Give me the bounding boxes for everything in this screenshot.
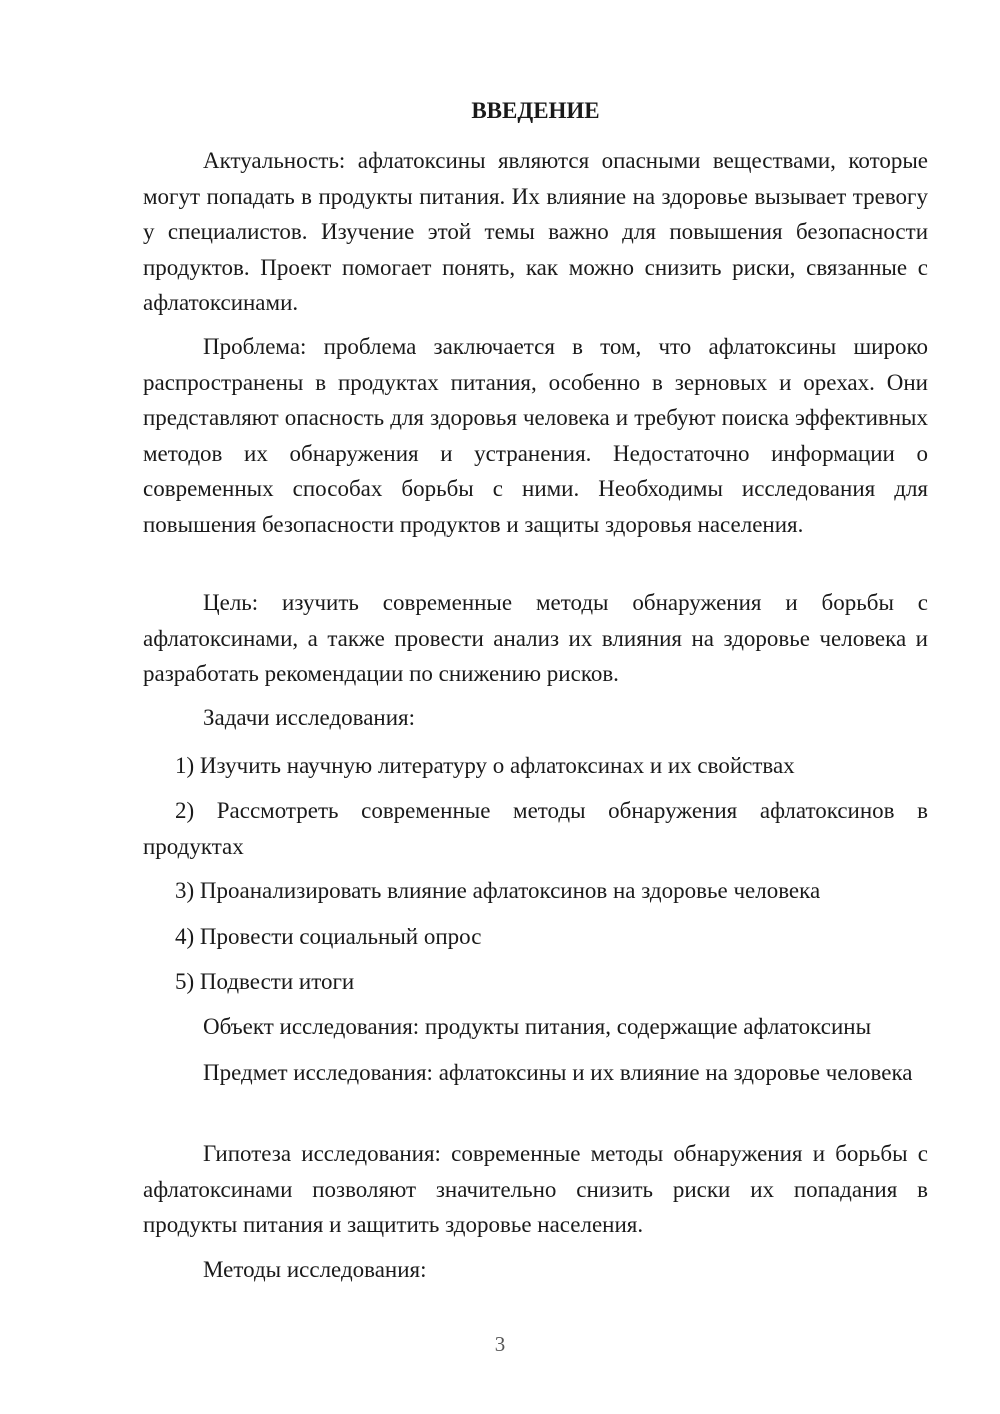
list-item: 5) Подвести итоги	[175, 969, 355, 994]
paragraph-goal: Цель: изучить современные методы обнаружения и борьбы с афлатоксинами, а также провести анализ их влияния на здоровье человека и разработать рекомендации по снижению рисков.	[143, 590, 928, 686]
list-item: 2) Рассмотреть современные методы обнаружения афлатоксинов в продуктах	[143, 798, 928, 859]
paragraph-hypothesis: Гипотеза исследования: современные методы обнаружения и борьбы с афлатоксинами позволяют значительно снизить риски их попадания в продукты питания и защитить здоровье населения.	[143, 1141, 928, 1237]
list-item: 4) Провести социальный опрос	[175, 924, 482, 949]
paragraph-subject: Предмет исследования: афлатоксины и их влияние на здоровье человека	[203, 1060, 913, 1085]
paragraph-problem: Проблема: проблема заключается в том, что афлатоксины широко распространены в продуктах питания, особенно в зерновых и орехах. Они представляют опасность для здоровья человека и требуют поиска эффективных методов их обнаружения и устранения. Недостаточно информации о современных способах борьбы с ними. Необходимы исследования для повышения безопасности продуктов и защиты здоровья населения.	[143, 334, 928, 537]
tasks-title: Задачи исследования:	[203, 705, 416, 730]
list-item: 1) Изучить научную литературу о афлатоксинах и их свойствах	[175, 753, 795, 778]
page-title: ВВЕДЕНИЕ	[471, 98, 600, 123]
page-number: 3	[494, 1332, 506, 1356]
paragraph-object: Объект исследования: продукты питания, содержащие афлатоксины	[203, 1014, 872, 1039]
methods-title: Методы исследования:	[203, 1257, 427, 1282]
paragraph-relevance: Актуальность: афлатоксины являются опасными веществами, которые могут попадать в продукты питания. Их влияние на здоровье вызывает тревогу у специалистов. Изучение этой темы важно для повышения безопасности продуктов. Проект помогает понять, как можно снизить риски, связанные с афлатоксинами.	[143, 148, 928, 315]
list-item: 3) Проанализировать влияние афлатоксинов на здоровье человека	[175, 878, 821, 903]
